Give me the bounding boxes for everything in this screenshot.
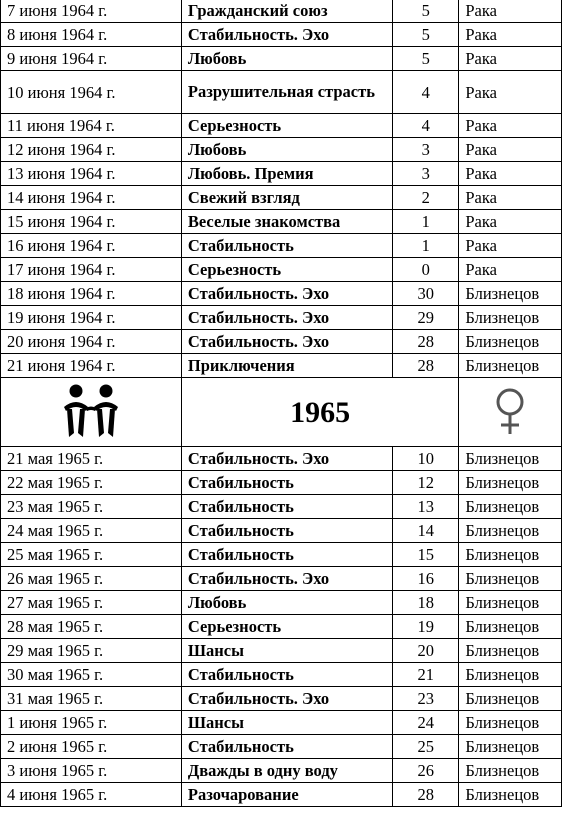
event-cell: Шансы	[181, 639, 392, 663]
event-cell: Стабильность	[181, 543, 392, 567]
sign-cell: Рака	[459, 186, 562, 210]
event-cell: Стабильность	[181, 471, 392, 495]
table-row	[1, 47, 562, 71]
number-cell: 5	[393, 0, 459, 23]
sign-cell: Близнецов	[459, 567, 562, 591]
number-cell: 15	[393, 543, 459, 567]
number-cell: 4	[393, 71, 459, 114]
date-cell: 9 июня 1964 г.	[1, 47, 182, 71]
date-cell: 21 июня 1964 г.	[1, 354, 182, 378]
number-cell: 10	[393, 447, 459, 471]
table-row	[1, 591, 562, 615]
sign-cell: Близнецов	[459, 639, 562, 663]
year-header-section	[1, 378, 562, 447]
event-cell: Веселые знакомства	[181, 210, 392, 234]
sign-cell: Рака	[459, 162, 562, 186]
number-cell: 23	[393, 687, 459, 711]
event-cell: Стабильность	[181, 519, 392, 543]
date-cell: 13 июня 1964 г.	[1, 162, 182, 186]
number-cell: 2	[393, 186, 459, 210]
event-cell: Стабильность. Эхо	[181, 447, 392, 471]
number-cell: 14	[393, 519, 459, 543]
sign-cell: Близнецов	[459, 591, 562, 615]
table-row	[1, 282, 562, 306]
date-cell: 10 июня 1964 г.	[1, 71, 182, 114]
sign-cell: Близнецов	[459, 759, 562, 783]
number-cell: 30	[393, 282, 459, 306]
event-cell: Любовь. Премия	[181, 162, 392, 186]
number-cell: 16	[393, 567, 459, 591]
number-cell: 19	[393, 615, 459, 639]
sign-cell: Рака	[459, 258, 562, 282]
sign-cell: Близнецов	[459, 519, 562, 543]
event-cell: Стабильность	[181, 663, 392, 687]
number-cell: 24	[393, 711, 459, 735]
date-cell: 8 июня 1964 г.	[1, 23, 182, 47]
table-row	[1, 543, 562, 567]
event-cell: Приключения	[181, 354, 392, 378]
event-cell: Дважды в одну воду	[181, 759, 392, 783]
table-row	[1, 210, 562, 234]
sign-cell: Рака	[459, 138, 562, 162]
date-cell: 23 мая 1965 г.	[1, 495, 182, 519]
date-cell: 4 июня 1965 г.	[1, 783, 182, 807]
sign-cell: Близнецов	[459, 354, 562, 378]
table-row	[1, 306, 562, 330]
table-row	[1, 735, 562, 759]
event-cell: Свежий взгляд	[181, 186, 392, 210]
venus-sign-cell	[459, 378, 562, 447]
sign-cell: Близнецов	[459, 330, 562, 354]
table-row	[1, 663, 562, 687]
date-cell: 11 июня 1964 г.	[1, 114, 182, 138]
event-cell: Гражданский союз	[181, 0, 392, 23]
venus-symbol-icon	[490, 386, 530, 438]
date-cell: 14 июня 1964 г.	[1, 186, 182, 210]
number-cell: 3	[393, 138, 459, 162]
date-cell: 16 июня 1964 г.	[1, 234, 182, 258]
date-cell: 24 мая 1965 г.	[1, 519, 182, 543]
sign-cell: Близнецов	[459, 735, 562, 759]
table-row	[1, 186, 562, 210]
date-cell: 21 мая 1965 г.	[1, 447, 182, 471]
date-cell: 26 мая 1965 г.	[1, 567, 182, 591]
table-row	[1, 447, 562, 471]
number-cell: 5	[393, 23, 459, 47]
sign-cell: Близнецов	[459, 495, 562, 519]
table-row	[1, 23, 562, 47]
sign-cell: Близнецов	[459, 543, 562, 567]
gemini-twins-icon	[56, 383, 126, 441]
event-cell: Серьезность	[181, 258, 392, 282]
table-row	[1, 114, 562, 138]
date-cell: 22 мая 1965 г.	[1, 471, 182, 495]
number-cell: 28	[393, 783, 459, 807]
table-row	[1, 354, 562, 378]
date-cell: 3 июня 1965 г.	[1, 759, 182, 783]
sign-cell: Близнецов	[459, 447, 562, 471]
date-cell: 31 мая 1965 г.	[1, 687, 182, 711]
event-cell: Стабильность	[181, 234, 392, 258]
date-cell: 30 мая 1965 г.	[1, 663, 182, 687]
sign-cell: Близнецов	[459, 663, 562, 687]
year-header-row	[1, 378, 562, 447]
event-cell: Стабильность. Эхо	[181, 687, 392, 711]
sign-cell: Близнецов	[459, 711, 562, 735]
table-row	[1, 138, 562, 162]
table-section-1964	[1, 0, 562, 378]
event-cell: Стабильность. Эхо	[181, 23, 392, 47]
date-cell: 19 июня 1964 г.	[1, 306, 182, 330]
event-cell: Шансы	[181, 711, 392, 735]
number-cell: 5	[393, 47, 459, 71]
table-row	[1, 330, 562, 354]
date-cell: 25 мая 1965 г.	[1, 543, 182, 567]
sign-cell: Рака	[459, 71, 562, 114]
date-cell: 27 мая 1965 г.	[1, 591, 182, 615]
table-row	[1, 519, 562, 543]
gemini-sign-cell	[1, 378, 182, 447]
sign-cell: Близнецов	[459, 306, 562, 330]
sign-cell: Близнецов	[459, 471, 562, 495]
number-cell: 4	[393, 114, 459, 138]
number-cell: 25	[393, 735, 459, 759]
table-row	[1, 71, 562, 114]
date-cell: 7 июня 1964 г.	[1, 0, 182, 23]
table-row	[1, 783, 562, 807]
sign-cell: Близнецов	[459, 783, 562, 807]
table-row	[1, 687, 562, 711]
number-cell: 0	[393, 258, 459, 282]
event-cell: Стабильность. Эхо	[181, 282, 392, 306]
table-row	[1, 0, 562, 23]
number-cell: 18	[393, 591, 459, 615]
table-row	[1, 567, 562, 591]
date-cell: 1 июня 1965 г.	[1, 711, 182, 735]
event-cell: Любовь	[181, 591, 392, 615]
date-cell: 20 июня 1964 г.	[1, 330, 182, 354]
event-cell: Любовь	[181, 138, 392, 162]
sign-cell: Рака	[459, 234, 562, 258]
number-cell: 12	[393, 471, 459, 495]
table-row	[1, 162, 562, 186]
date-cell: 2 июня 1965 г.	[1, 735, 182, 759]
number-cell: 28	[393, 354, 459, 378]
sign-cell: Рака	[459, 210, 562, 234]
number-cell: 21	[393, 663, 459, 687]
table-row	[1, 615, 562, 639]
date-cell: 12 июня 1964 г.	[1, 138, 182, 162]
event-cell: Разрушительная страсть	[181, 71, 392, 114]
number-cell: 3	[393, 162, 459, 186]
event-cell: Разочарование	[181, 783, 392, 807]
number-cell: 28	[393, 330, 459, 354]
table-row	[1, 471, 562, 495]
table-row	[1, 495, 562, 519]
date-cell: 17 июня 1964 г.	[1, 258, 182, 282]
event-cell: Стабильность	[181, 735, 392, 759]
event-cell: Стабильность	[181, 495, 392, 519]
number-cell: 29	[393, 306, 459, 330]
date-cell: 28 мая 1965 г.	[1, 615, 182, 639]
year-label: 1965	[181, 378, 458, 447]
number-cell: 20	[393, 639, 459, 663]
sign-cell: Рака	[459, 47, 562, 71]
date-cell: 18 июня 1964 г.	[1, 282, 182, 306]
sign-cell: Близнецов	[459, 615, 562, 639]
number-cell: 26	[393, 759, 459, 783]
date-cell: 29 мая 1965 г.	[1, 639, 182, 663]
sign-cell: Рака	[459, 114, 562, 138]
sign-cell: Рака	[459, 0, 562, 23]
event-cell: Серьезность	[181, 114, 392, 138]
event-cell: Любовь	[181, 47, 392, 71]
table-row	[1, 258, 562, 282]
sign-cell: Близнецов	[459, 687, 562, 711]
sign-cell: Рака	[459, 23, 562, 47]
table-row	[1, 639, 562, 663]
event-cell: Стабильность. Эхо	[181, 330, 392, 354]
number-cell: 1	[393, 210, 459, 234]
event-cell: Серьезность	[181, 615, 392, 639]
sign-cell: Близнецов	[459, 282, 562, 306]
table-section-1965	[1, 447, 562, 807]
event-cell: Стабильность. Эхо	[181, 567, 392, 591]
number-cell: 1	[393, 234, 459, 258]
table-row	[1, 759, 562, 783]
number-cell: 13	[393, 495, 459, 519]
date-cell: 15 июня 1964 г.	[1, 210, 182, 234]
event-cell: Стабильность. Эхо	[181, 306, 392, 330]
table-row	[1, 234, 562, 258]
table-row	[1, 711, 562, 735]
